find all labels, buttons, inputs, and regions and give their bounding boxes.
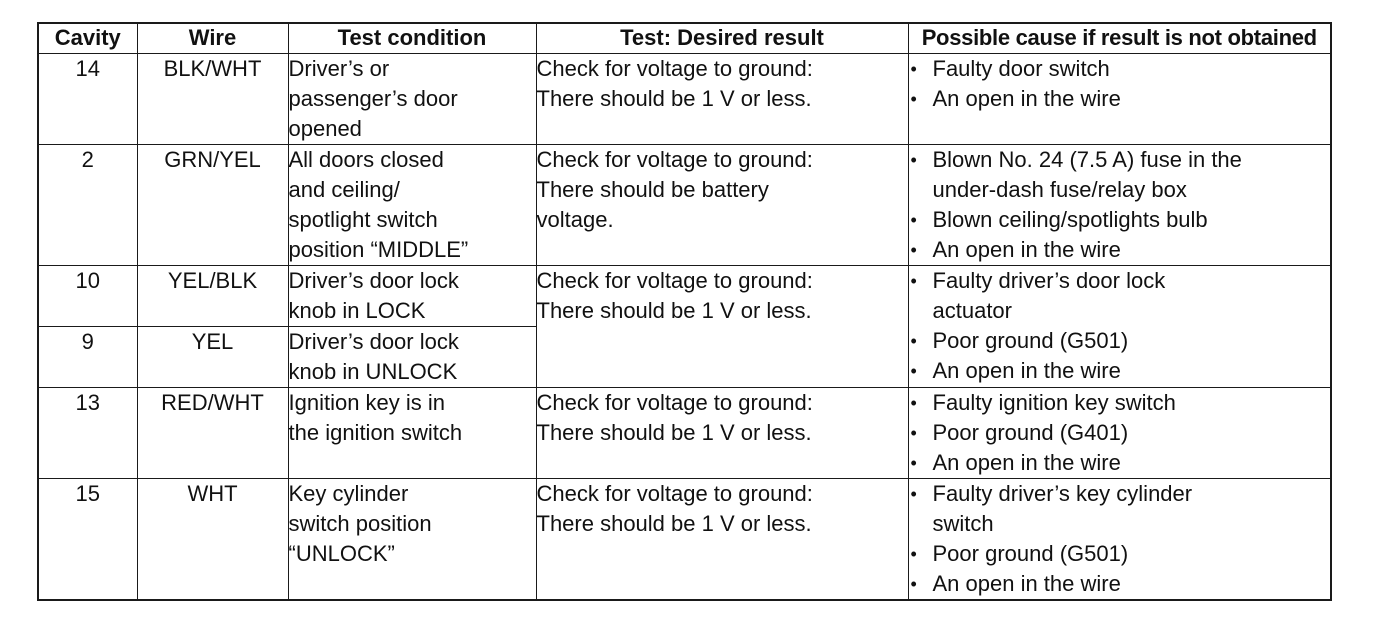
result-line: There should be 1 V or less. (536, 510, 812, 536)
cavity-cell: 13 (38, 387, 137, 478)
cause-item: • An open in the wire (909, 356, 1331, 386)
condition-line: All doors closed (288, 146, 444, 172)
cause-item: • An open in the wire (909, 448, 1331, 478)
table-row (38, 144, 1331, 265)
cause-item-continuation: actuator (932, 297, 1012, 323)
cause-item: • An open in the wire (909, 84, 1331, 114)
table-row (38, 478, 1331, 600)
possible-cause-cell (908, 478, 1331, 600)
cavity-cell: 14 (38, 53, 137, 144)
test-condition-cell (288, 265, 536, 326)
condition-line: Ignition key is in (288, 389, 446, 415)
condition-line: Key cylinder (288, 480, 409, 506)
result-line: Check for voltage to ground: (536, 267, 813, 293)
table-row (38, 265, 1331, 326)
possible-cause-cell (908, 387, 1331, 478)
condition-line: position “MIDDLE” (288, 236, 469, 262)
cause-item-continuation: switch (932, 510, 994, 536)
cause-item: • Faulty driver’s door lock (909, 266, 1331, 296)
result-line: There should be 1 V or less. (536, 297, 812, 323)
test-condition-cell (288, 478, 536, 600)
cause-item: • Blown No. 24 (7.5 A) fuse in the (909, 145, 1331, 175)
result-line: Check for voltage to ground: (536, 146, 813, 172)
test-condition-cell (288, 53, 536, 144)
diagnostic-table (37, 22, 1332, 601)
result-line: Check for voltage to ground: (536, 389, 813, 415)
wire-cell: WHT (137, 478, 288, 600)
header-cavity: Cavity (38, 23, 137, 53)
condition-line: “UNLOCK” (288, 540, 395, 566)
wire-cell: BLK/WHT (137, 53, 288, 144)
header-test-condition: Test condition (288, 23, 536, 53)
cause-item: • Poor ground (G401) (909, 418, 1331, 448)
table-row (38, 53, 1331, 144)
cause-item: • Faulty driver’s key cylinder (909, 479, 1331, 509)
wire-cell: YEL (137, 326, 288, 387)
condition-line: passenger’s door (288, 85, 458, 111)
desired-result-cell (536, 53, 908, 144)
table-row (38, 387, 1331, 478)
cavity-cell: 9 (38, 326, 137, 387)
condition-line: knob in LOCK (288, 297, 426, 323)
cause-item: • Blown ceiling/spotlights bulb (909, 205, 1331, 235)
test-condition-cell (288, 387, 536, 478)
header-row (38, 23, 1331, 53)
condition-line: the ignition switch (288, 419, 463, 445)
cavity-cell: 10 (38, 265, 137, 326)
condition-line: Driver’s or (288, 55, 390, 81)
header-wire: Wire (137, 23, 288, 53)
cavity-cell: 15 (38, 478, 137, 600)
result-line: voltage. (536, 206, 614, 232)
cause-item: • An open in the wire (909, 569, 1331, 599)
cause-item: • Poor ground (G501) (909, 539, 1331, 569)
cause-item-continuation: under-dash fuse/relay box (932, 176, 1187, 202)
possible-cause-cell (908, 265, 1331, 387)
desired-result-cell (536, 387, 908, 478)
desired-result-cell (536, 478, 908, 600)
result-line: There should be 1 V or less. (536, 419, 812, 445)
condition-line: Driver’s door lock (288, 267, 459, 293)
result-line: There should be battery (536, 176, 769, 202)
desired-result-cell (536, 144, 908, 265)
cavity-cell: 2 (38, 144, 137, 265)
cause-item: • Poor ground (G501) (909, 326, 1331, 356)
wire-cell: YEL/BLK (137, 265, 288, 326)
wire-cell: RED/WHT (137, 387, 288, 478)
condition-line: opened (288, 115, 362, 141)
condition-line: switch position (288, 510, 432, 536)
possible-cause-cell (908, 144, 1331, 265)
condition-line: Driver’s door lock (288, 328, 459, 354)
possible-cause-cell (908, 53, 1331, 144)
header-desired-result: Test: Desired result (536, 23, 908, 53)
wire-cell: GRN/YEL (137, 144, 288, 265)
condition-line: and ceiling/ (288, 176, 400, 202)
result-line: Check for voltage to ground: (536, 55, 813, 81)
cause-item: • Faulty ignition key switch (909, 388, 1331, 418)
condition-line: spotlight switch (288, 206, 438, 232)
result-line: Check for voltage to ground: (536, 480, 813, 506)
condition-line: knob in UNLOCK (288, 358, 458, 384)
result-line: There should be 1 V or less. (536, 85, 812, 111)
header-possible-cause: Possible cause if result is not obtained (908, 23, 1331, 53)
test-condition-cell (288, 326, 536, 387)
test-condition-cell (288, 144, 536, 265)
desired-result-cell (536, 265, 908, 387)
cause-item: • Faulty door switch (909, 54, 1331, 84)
cause-item: • An open in the wire (909, 235, 1331, 265)
